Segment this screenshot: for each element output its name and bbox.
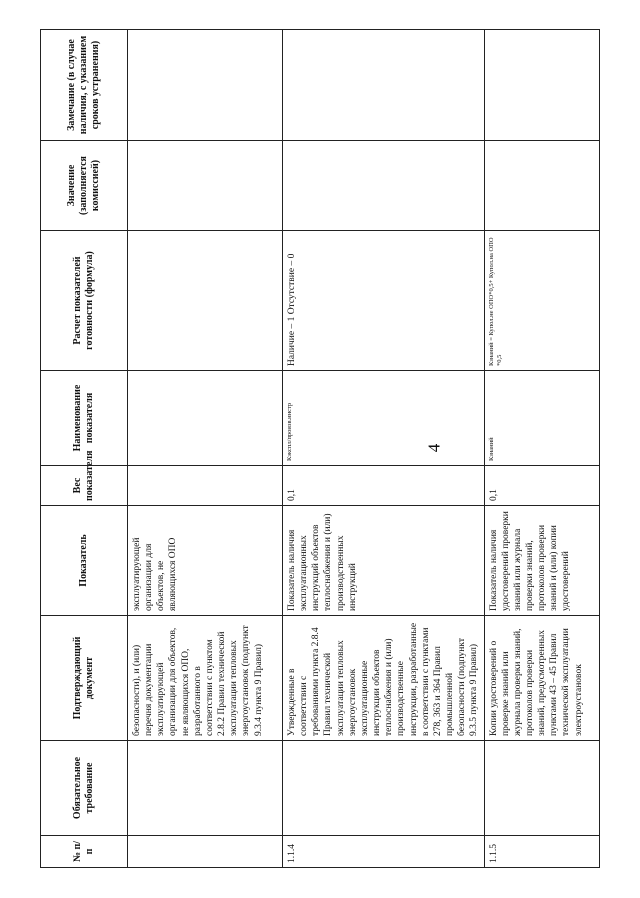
rotated-table-container	[40, 30, 600, 868]
cell-indicator: эксплуатирующей организации для объектов, не являющихся ОПО	[128, 506, 283, 616]
page-number: 4	[424, 443, 444, 453]
cell-requirement	[484, 741, 599, 836]
cell-formula: Наличие – 1 Отсутствие – 0	[283, 231, 485, 371]
cell-remark	[128, 30, 283, 141]
cell-num	[128, 836, 283, 868]
header-weight: Вес показателя	[41, 466, 128, 506]
cell-document: безопасности), и (или) перечня документации эксплуатирующей организации для объектов, не являющихся ОПО, разработанного в соответствии с пунктом 2.8.2 Правил технической эксплуатации тепловых энергоустановок (подпункт 9.3.4 пункта 9 Правил)	[128, 616, 283, 741]
cell-value	[484, 141, 599, 231]
cell-weight: 0,1	[484, 466, 599, 506]
cell-name: Кзнаний	[484, 371, 599, 466]
cell-requirement	[128, 741, 283, 836]
header-document: Подтверждающий документ	[41, 616, 128, 741]
cell-formula	[128, 231, 283, 371]
header-name: Наименование показателя	[41, 371, 128, 466]
cell-indicator: Показатель наличия эксплуатационных инструкций объектов теплоснабжения и (или) производственных инструкций	[283, 506, 485, 616]
header-formula: Расчет показателей готовности (формула)	[41, 231, 128, 371]
table-header-row	[41, 30, 128, 868]
table-row	[484, 30, 599, 868]
cell-remark	[484, 30, 599, 141]
cell-value	[128, 141, 283, 231]
cell-document: Утвержденные в соответствии с требованиями пункта 2.8.4 Правил технической эксплуатации тепловых энергоустановок эксплуатационные инструкции объектов теплоснабжения и (или) производственные инструкции, разработанные в соответствии с пунктами 278, 363 и 364 Правил промышленной безопасности (подпункт 9.3.5 пункта 9 Правил)	[283, 616, 485, 741]
cell-document: Копии удостоверений о проверке знаний или журнала проверки знаний, протоколов проверки знаний, предусмотренных пунктами 43 – 45 Правил технической эксплуатации электроустановок	[484, 616, 599, 741]
cell-remark	[283, 30, 485, 141]
cell-requirement	[283, 741, 485, 836]
cell-weight	[128, 466, 283, 506]
readiness-table	[40, 29, 600, 868]
cell-formula: Кзнаний = Купол.не ОПО*0,5+ Купол.на ОПО *0,5	[484, 231, 599, 371]
cell-indicator: Показатель наличия удостоверений проверки знаний или журнала проверки знаний, протоколов проверки знаний и (или) копии удостоверений	[484, 506, 599, 616]
table-row	[128, 30, 283, 868]
cell-num: 1.1.4	[283, 836, 485, 868]
header-indicator: Показатель	[41, 506, 128, 616]
header-value: Значение (заполняется комиссией)	[41, 141, 128, 231]
cell-name: Кэкспл/произв.инстр	[283, 371, 485, 466]
cell-name	[128, 371, 283, 466]
cell-value	[283, 141, 485, 231]
cell-weight: 0,1	[283, 466, 485, 506]
header-remark: Замечание (в случае наличия, с указанием сроков устранения)	[41, 30, 128, 141]
header-requirement: Обязательное требование	[41, 741, 128, 836]
cell-num: 1.1.5	[484, 836, 599, 868]
header-num: № п/п	[41, 836, 128, 868]
table-row	[283, 30, 485, 868]
